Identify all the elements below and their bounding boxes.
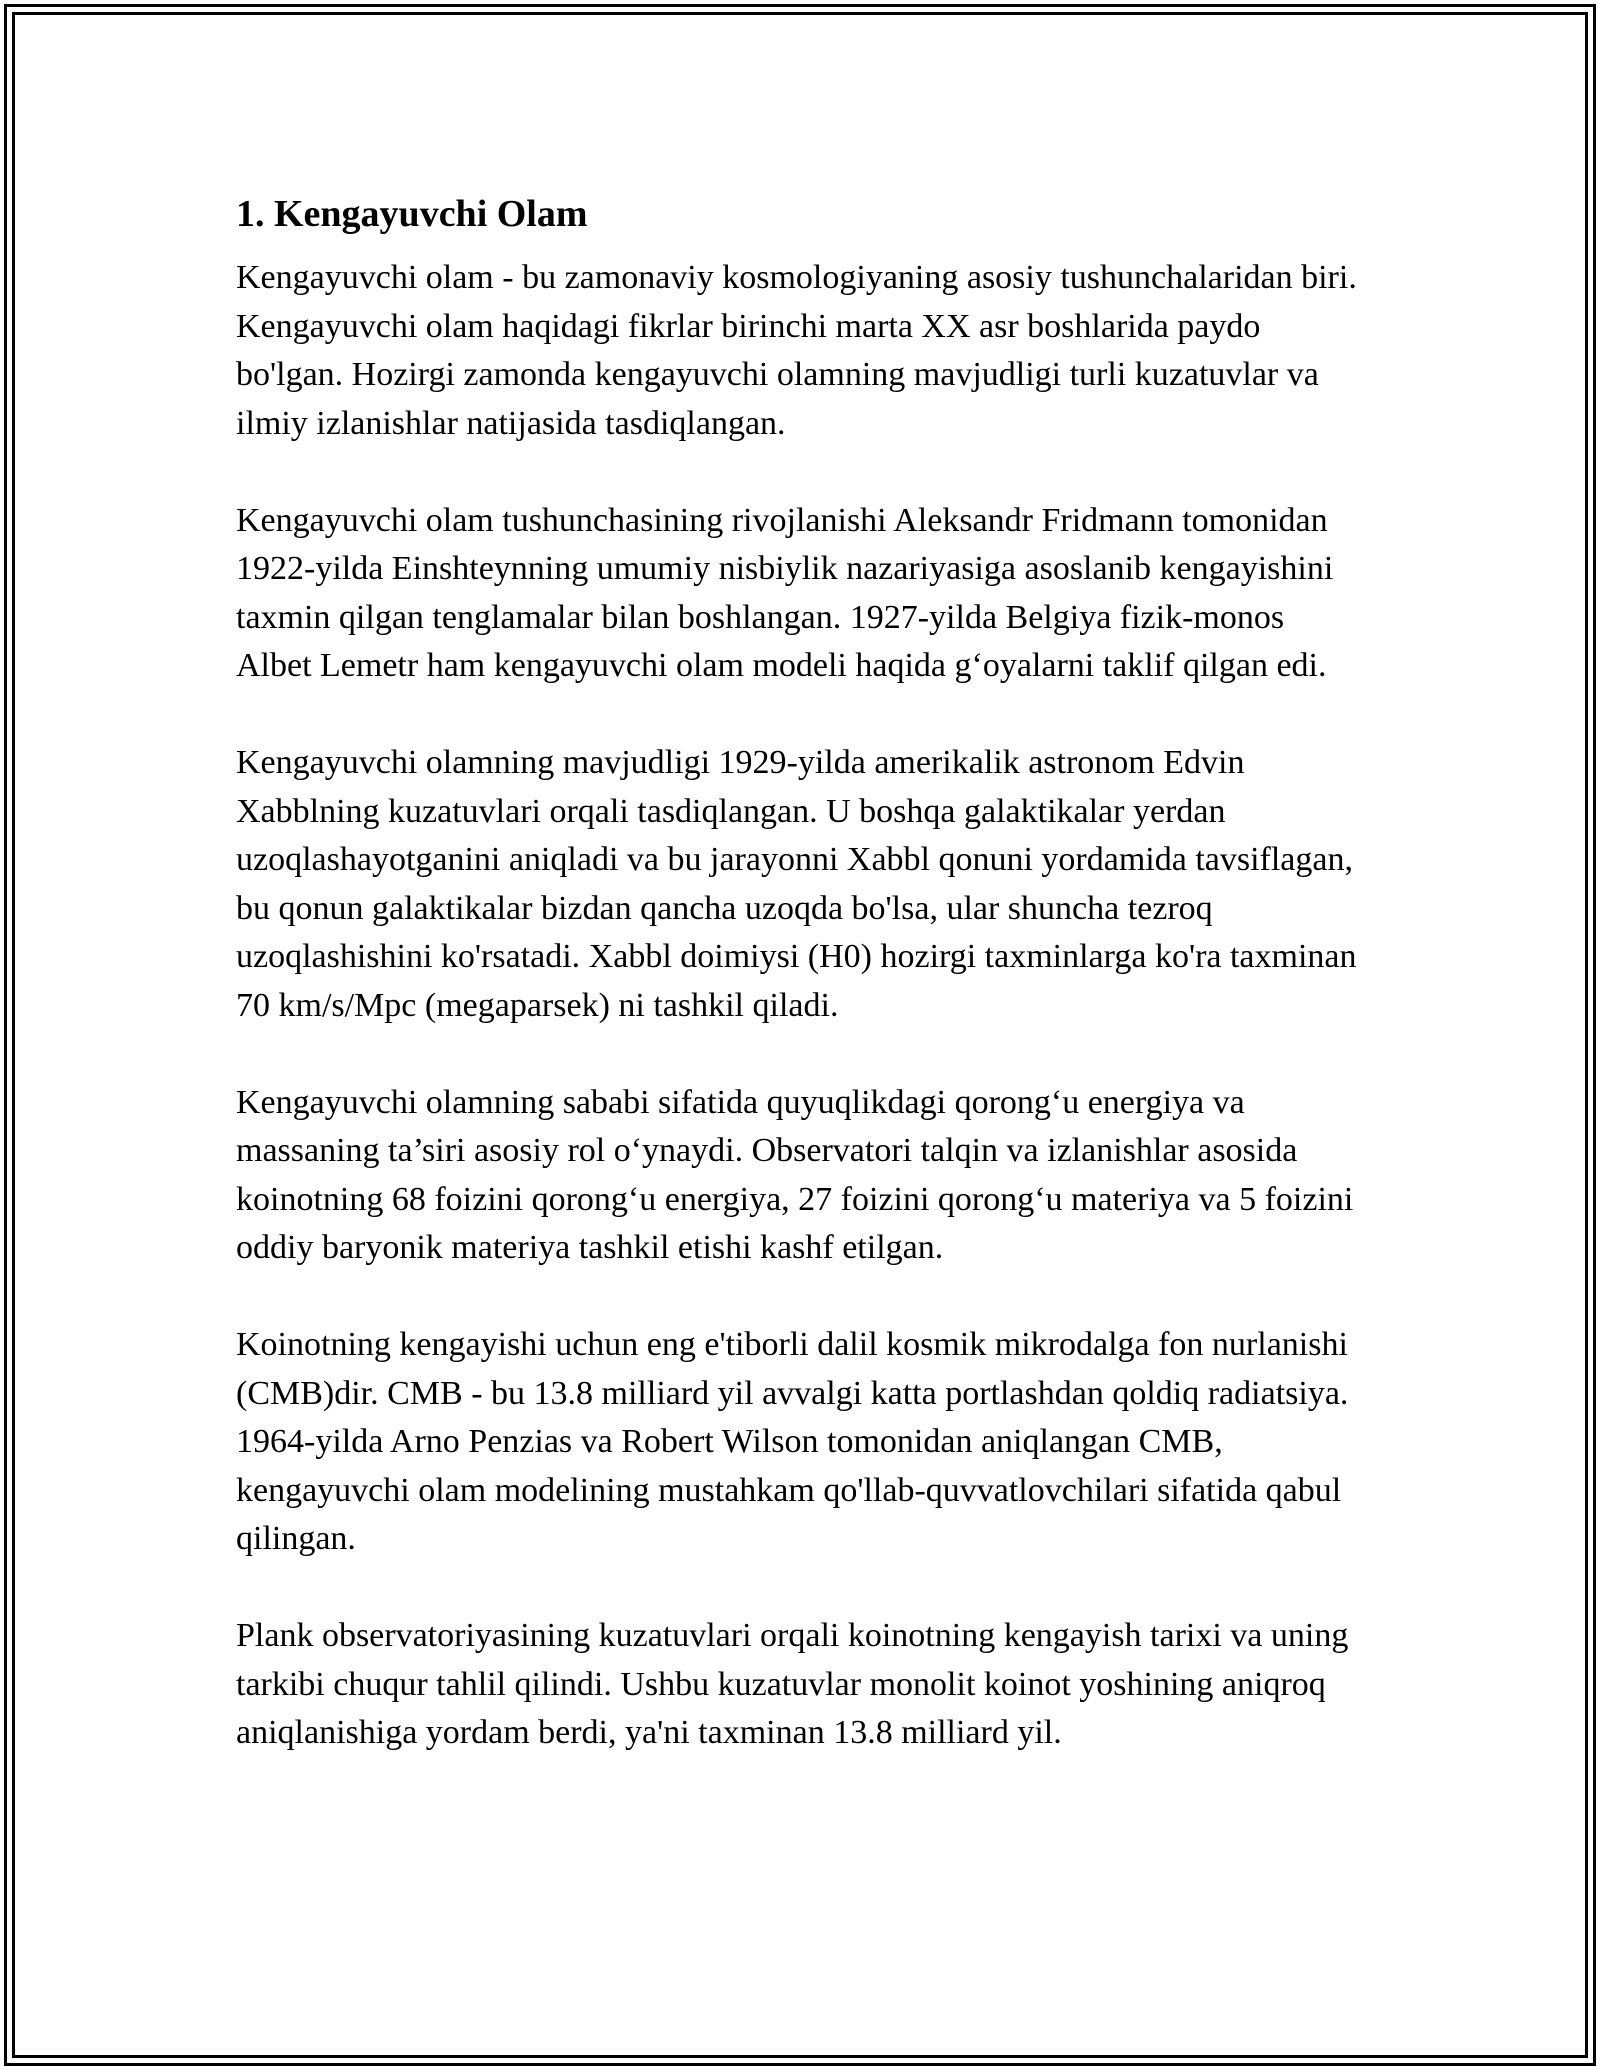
paragraph-3: Kengayuvchi olamning mavjudligi 1929-yilda amerikalik astronom Edvin Xabblning kuzatuvlari orqali tasdiqlangan. U boshqa galaktikalar yerdan uzoqlashayotganini aniqladi va bu jarayonni Xabbl qonuni yordamida tavsiflagan, bu qonun galaktikalar bizdan qancha uzoqda bo'lsa, ular shuncha tezroq uzoqlashishini ko'rsatadi. Xabbl doimiysi (H0) hozirgi taxminlarga ko'ra taxminan 70 km/s/Mpc (megaparsek) ni tashkil qiladi. xyxy=(236,744,1357,1024)
section-heading: 1. Kengayuvchi Olam xyxy=(236,193,588,235)
paragraph-5: Koinotning kengayishi uchun eng e'tiborli dalil kosmik mikrodalga fon nurlanishi (CMB)dir. CMB - bu 13.8 milliard yil avvalgi katta portlashdan qoldiq radiatsiya. 1964-yilda Arno Penzias va Robert Wilson tomonidan aniqlangan CMB, kengayuvchi olam modelining mustahkam qo'llab-quvvatlovchilari sifatida qabul qilingan. xyxy=(236,1326,1349,1557)
paragraph-1: Kengayuvchi olam - bu zamonaviy kosmologiyaning asosiy tushunchalaridan biri. Kengayuvchi olam haqidagi fikrlar birinchi marta XX asr boshlarida paydo bo'lgan. Hozirgi zamonda kengayuvchi olamning mavjudligi turli kuzatuvlar va ilmiy izlanishlar natijasida tasdiqlangan. xyxy=(236,259,1357,442)
paragraph-6: Plank observatoriyasining kuzatuvlari orqali koinotning kengayish tarixi va uning tarkibi chuqur tahlil qilindi. Ushbu kuzatuvlar monolit koinot yoshining aniqroq aniqlanishiga yordam berdi, ya'ni taxminan 13.8 milliard yil. xyxy=(236,1617,1349,1751)
paragraph-2: Kengayuvchi olam tushunchasining rivojlanishi Aleksandr Fridmann tomonidan 1922-yilda Einshteynning umumiy nisbiylik nazariyasiga asoslanib kengayishini taxmin qilgan tenglamalar bilan boshlangan. 1927-yilda Belgiya fizik-monos Albet Lemetr ham kengayuvchi olam modeli haqida g‘oyalarni taklif qilgan edi. xyxy=(236,501,1334,684)
document-body xyxy=(236,182,1366,1806)
paragraph-4: Kengayuvchi olamning sababi sifatida quyuqlikdagi qorong‘u energiya va massaning ta’siri asosiy rol o‘ynaydi. Observatori talqin va izlanishlar asosida koinotning 68 foizini qorong‘u energiya, 27 foizini qorong‘u materiya va 5 foizini oddiy baryonik materiya tashkil etishi kashf etilgan. xyxy=(236,1083,1354,1266)
